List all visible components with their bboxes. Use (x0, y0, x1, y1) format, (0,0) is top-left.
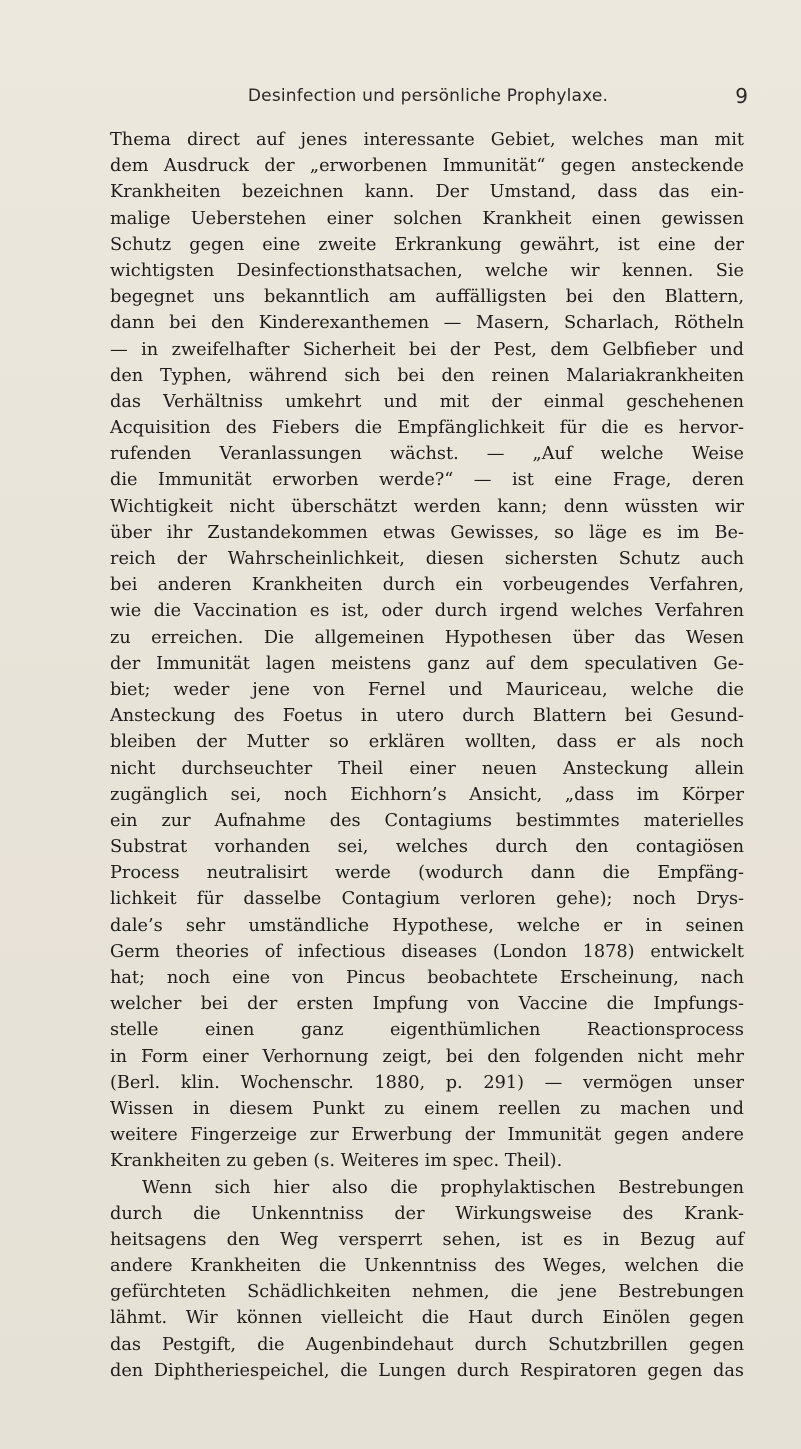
page-number: 9 (735, 84, 748, 108)
text-line: bleiben der Mutter so erklären wollten, dass er als noch (110, 732, 744, 753)
text-line: der Immunität lagen meistens ganz auf dem speculativen Ge- (110, 653, 744, 674)
text-line: welcher bei der ersten Impfung von Vaccine die Impfungs- (110, 994, 744, 1015)
text-line: über ihr Zustandekommen etwas Gewisses, so läge es im Be- (110, 522, 744, 543)
text-line: heitsagens den Weg versperrt sehen, ist es in Bezug auf (110, 1229, 744, 1250)
text-line: lichkeit für dasselbe Contagium verloren gehe); noch Drys- (110, 889, 744, 910)
text-line: bei anderen Krankheiten durch ein vorbeugendes Verfahren, (110, 575, 744, 596)
text-line: hat; noch eine von Pincus beobachtete Erscheinung, nach (110, 968, 744, 988)
text-line: — in zweifelhafter Sicherheit bei der Pest, dem Gelbfieber und (110, 339, 744, 360)
text-line: dann bei den Kinderexanthemen — Masern, Scharlach, Rötheln (110, 313, 744, 334)
text-line: in Form einer Verhornung zeigt, bei den folgenden nicht mehr (110, 1046, 744, 1067)
text-line: Acquisition des Fiebers die Empfänglichkeit für die es hervor- (110, 418, 744, 439)
text-line: reich der Wahrscheinlichkeit, diesen sichersten Schutz auch (110, 549, 744, 569)
text-line: das Pestgift, die Augenbindehaut durch Schutzbrillen gegen (110, 1334, 744, 1355)
text-line: Substrat vorhanden sei, welches durch den contagiösen (110, 837, 744, 858)
text-line: malige Ueberstehen einer solchen Krankheit einen gewissen (110, 208, 744, 229)
text-line: begegnet uns bekanntlich am auffälligsten bei den Blattern, (110, 287, 744, 308)
text-line: rufenden Veranlassungen wächst. — „Auf welche Weise (110, 444, 744, 465)
text-line: Wichtigkeit nicht überschätzt werden kann; denn wüssten wir (110, 496, 744, 517)
text-line: zu erreichen. Die allgemeinen Hypothesen über das Wesen (110, 627, 744, 648)
text-line: das Verhältniss umkehrt und mit der einmal geschehenen (110, 391, 744, 412)
text-line: dale’s sehr umständliche Hypothese, welche er in seinen (110, 915, 744, 936)
running-title: Desinfection und persönliche Prophylaxe. (247, 86, 609, 106)
text-line: Krankheiten zu geben (s. Weiteres im spec. Theil). (110, 1151, 563, 1172)
text-line: zugänglich sei, noch Eichhorn’s Ansicht, „dass im Körper (110, 784, 744, 805)
text-line: nicht durchseuchter Theil einer neuen Ansteckung allein (110, 758, 744, 779)
text-line: Wenn sich hier also die prophylaktischen Bestrebungen (142, 1177, 744, 1198)
body-text (110, 127, 744, 1384)
text-line: lähmt. Wir können vielleicht die Haut durch Einölen gegen (110, 1308, 744, 1329)
text-line: (Berl. klin. Wochenschr. 1880, p. 291) — vermögen unser (110, 1072, 744, 1093)
text-line: Thema direct auf jenes interessante Gebiet, welches man mit (110, 130, 744, 150)
text-line: ein zur Aufnahme des Contagiums bestimmtes materielles (110, 810, 744, 831)
text-line: Schutz gegen eine zweite Erkrankung gewährt, ist eine der (110, 234, 744, 255)
text-line: gefürchteten Schädlichkeiten nehmen, die jene Bestrebungen (110, 1282, 744, 1303)
text-line: stelle einen ganz eigenthümlichen Reactionsprocess (110, 1020, 744, 1041)
text-line: Krankheiten bezeichnen kann. Der Umstand, dass das ein- (110, 182, 744, 203)
text-line: Ansteckung des Foetus in utero durch Blattern bei Gesund- (110, 706, 744, 727)
running-head (108, 86, 748, 110)
text-line: Wissen in diesem Punkt zu einem reellen zu machen und (110, 1098, 744, 1119)
text-line: den Typhen, während sich bei den reinen Malariakrankheiten (110, 365, 744, 386)
text-line: Germ theories of infectious diseases (London 1878) entwickelt (110, 941, 744, 962)
text-line: die Immunität erworben werde?“ — ist eine Frage, deren (110, 470, 744, 491)
text-line: biet; weder jene von Fernel und Mauriceau, welche die (110, 679, 744, 700)
text-line: Process neutralisirt werde (wodurch dann die Empfäng- (110, 863, 744, 884)
text-line: wichtigsten Desinfectionsthatsachen, welche wir kennen. Sie (110, 260, 744, 281)
text-line: durch die Unkenntniss der Wirkungsweise des Krank- (110, 1203, 744, 1224)
text-line: andere Krankheiten die Unkenntniss des Weges, welchen die (110, 1256, 744, 1277)
text-line: weitere Fingerzeige zur Erwerbung der Immunität gegen andere (110, 1125, 744, 1146)
text-line: den Diphtheriespeichel, die Lungen durch Respiratoren gegen das (110, 1360, 744, 1381)
text-line: dem Ausdruck der „erworbenen Immunität“ gegen ansteckende (110, 156, 744, 177)
text-line: wie die Vaccination es ist, oder durch irgend welches Verfahren (110, 601, 744, 622)
